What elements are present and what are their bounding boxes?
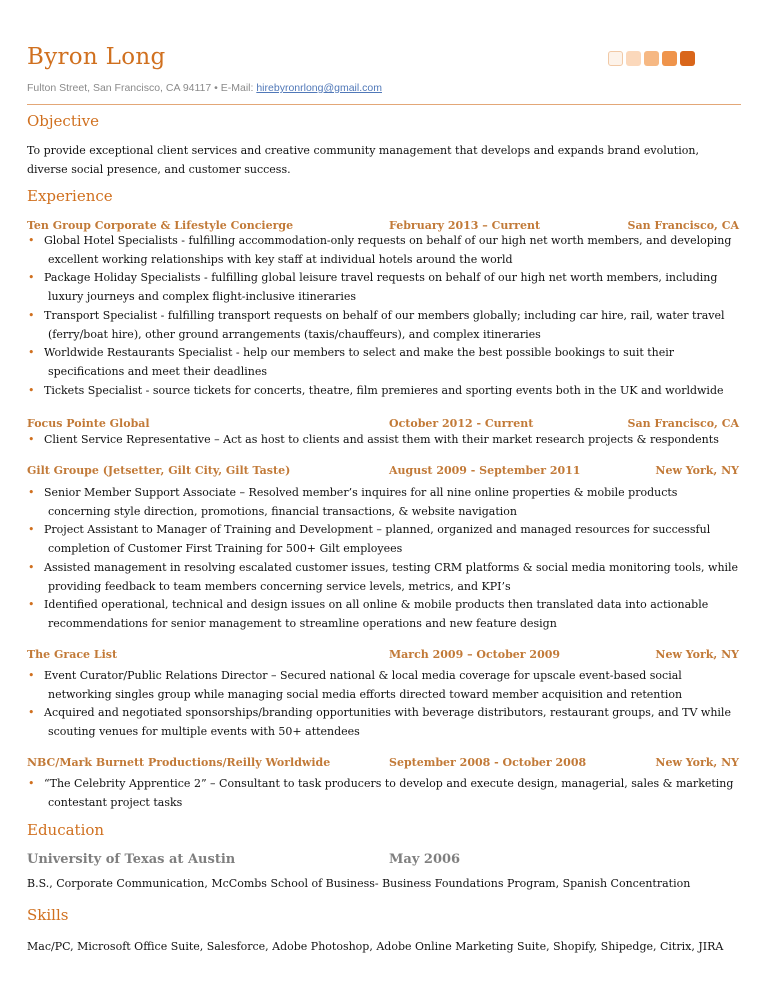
list-item <box>27 484 739 521</box>
list-item <box>27 596 739 633</box>
job-org: NBC/Mark Burnett Productions/Reilly Worldwide <box>27 756 331 769</box>
bullet-text: • Project Assistant to Manager of Training and Development – planned, organized and managed resources for successful completion of Customer First Training for 500+ Gilt employees <box>44 523 711 556</box>
decor-square <box>680 51 695 66</box>
job-org: Focus Pointe Global <box>27 417 150 430</box>
list-item <box>27 344 739 381</box>
list-item <box>27 704 739 741</box>
objective-heading: Objective <box>27 112 100 130</box>
bullet-text: • Identified operational, technical and design issues on all online & mobile products then translated data into actionable recommendations for senior management to streamline operations and new feature design <box>44 598 709 630</box>
job-bullets <box>27 775 739 812</box>
list-item <box>27 307 739 344</box>
experience-heading: Experience <box>27 187 113 205</box>
job-location: San Francisco, CA <box>627 417 739 430</box>
job-location: New York, NY <box>655 756 739 769</box>
education-heading: Education <box>27 821 105 839</box>
skills-heading: Skills <box>27 906 69 924</box>
job-bullets <box>27 232 739 400</box>
job-header <box>27 464 739 480</box>
job-bullets <box>27 431 739 450</box>
decor-square <box>608 51 623 66</box>
candidate-name: Byron Long <box>27 44 166 70</box>
degree-text: B.S., Corporate Communication, McCombs School of Business- Business Foundations Program, Spanish Concentration <box>27 877 691 890</box>
header-divider <box>27 104 741 105</box>
list-item <box>27 431 739 450</box>
job-location: San Francisco, CA <box>627 219 739 232</box>
bullet-text: • Package Holiday Specialists - fulfilling global leisure travel requests on behalf of our high net worth members, including luxury journeys and complex flight-inclusive itineraries <box>44 271 718 304</box>
bullet-text: • Event Curator/Public Relations Director – Secured national & local media coverage for upscale event-based social networking singles group while managing social media efforts directed toward member acquisition and retention <box>44 669 683 701</box>
job-location: New York, NY <box>655 648 739 661</box>
contact-line <box>27 82 382 94</box>
education-row <box>27 852 739 870</box>
job-org: Gilt Groupe (Jetsetter, Gilt City, Gilt Taste) <box>27 464 291 477</box>
bullet-text: • Client Service Representative – Act as host to clients and assist them with their market research projects & respondents <box>44 433 719 446</box>
bullet-text: • “The Celebrity Apprentice 2” – Consultant to task producers to develop and execute design, managerial, sales & marketing contestant project tasks <box>44 777 734 809</box>
bullet-text: • Senior Member Support Associate – Resolved member’s inquires for all nine online properties & mobile products concerning style direction, promotions, financial transactions, & website navigation <box>44 486 678 518</box>
job-date: October 2012 - Current <box>389 417 534 430</box>
school-name: University of Texas at Austin <box>27 852 236 867</box>
list-item <box>27 382 739 401</box>
job-date: August 2009 - September 2011 <box>389 464 581 477</box>
bullet-text: • Worldwide Restaurants Specialist - help our members to select and make the best possible bookings to suit their specifications and meet their deadlines <box>44 346 675 378</box>
address-text: Fulton Street, San Francisco, CA 94117 • E-Mail: <box>27 82 257 94</box>
job-bullets <box>27 667 739 742</box>
job-location: New York, NY <box>655 464 739 477</box>
job-date: February 2013 – Current <box>389 219 541 232</box>
bullet-text: • Global Hotel Specialists - fulfilling accommodation-only requests on behalf of our high net worth members, and developing excellent working relationships with key staff at individual hotels around the world <box>44 234 732 266</box>
email-link[interactable]: hirebyronrlong@gmail.com <box>256 82 382 94</box>
job-org: The Grace List <box>27 648 118 661</box>
bullet-text: • Acquired and negotiated sponsorships/branding opportunities with beverage distributors, restaurant groups, and TV while scouting venues for multiple events with 50+ attendees <box>44 706 731 739</box>
job-org: Ten Group Corporate & Lifestyle Concierge <box>27 219 294 232</box>
education-date: May 2006 <box>389 852 461 867</box>
list-item <box>27 559 739 596</box>
bullet-text: • Assisted management in resolving escalated customer issues, testing CRM platforms & social media monitoring tools, while providing feedback to team members concerning service levels, metrics, and KPI’s <box>44 560 739 593</box>
list-item <box>27 667 739 704</box>
job-bullets <box>27 484 739 634</box>
decor-square <box>626 51 641 66</box>
decorative-squares <box>608 51 695 66</box>
job-header <box>27 648 739 664</box>
list-item <box>27 269 739 306</box>
decor-square <box>644 51 659 66</box>
skills-text: Mac/PC, Microsoft Office Suite, Salesforce, Adobe Photoshop, Adobe Online Marketing Suite, Shopify, Shipedge, Citrix, JIRA <box>27 940 724 953</box>
list-item <box>27 775 739 812</box>
list-item <box>27 521 739 558</box>
bullet-text: • Transport Specialist - fulfilling transport requests on behalf of our members globally; including car hire, rail, water travel (ferry/boat hire), other ground arrangements (taxis/chauffeurs), and complex itineraries <box>44 308 725 341</box>
job-date: September 2008 - October 2008 <box>389 756 587 769</box>
list-item <box>27 232 739 269</box>
job-date: March 2009 – October 2009 <box>389 648 561 661</box>
bullet-text: • Tickets Specialist - source tickets for concerts, theatre, film premieres and sporting events both in the UK and worldwide <box>44 383 724 397</box>
objective-text: To provide exceptional client services and creative community management that develops and expands brand evolution, diverse social presence, and customer success. <box>27 144 699 176</box>
job-header <box>27 756 739 772</box>
decor-square <box>662 51 677 66</box>
